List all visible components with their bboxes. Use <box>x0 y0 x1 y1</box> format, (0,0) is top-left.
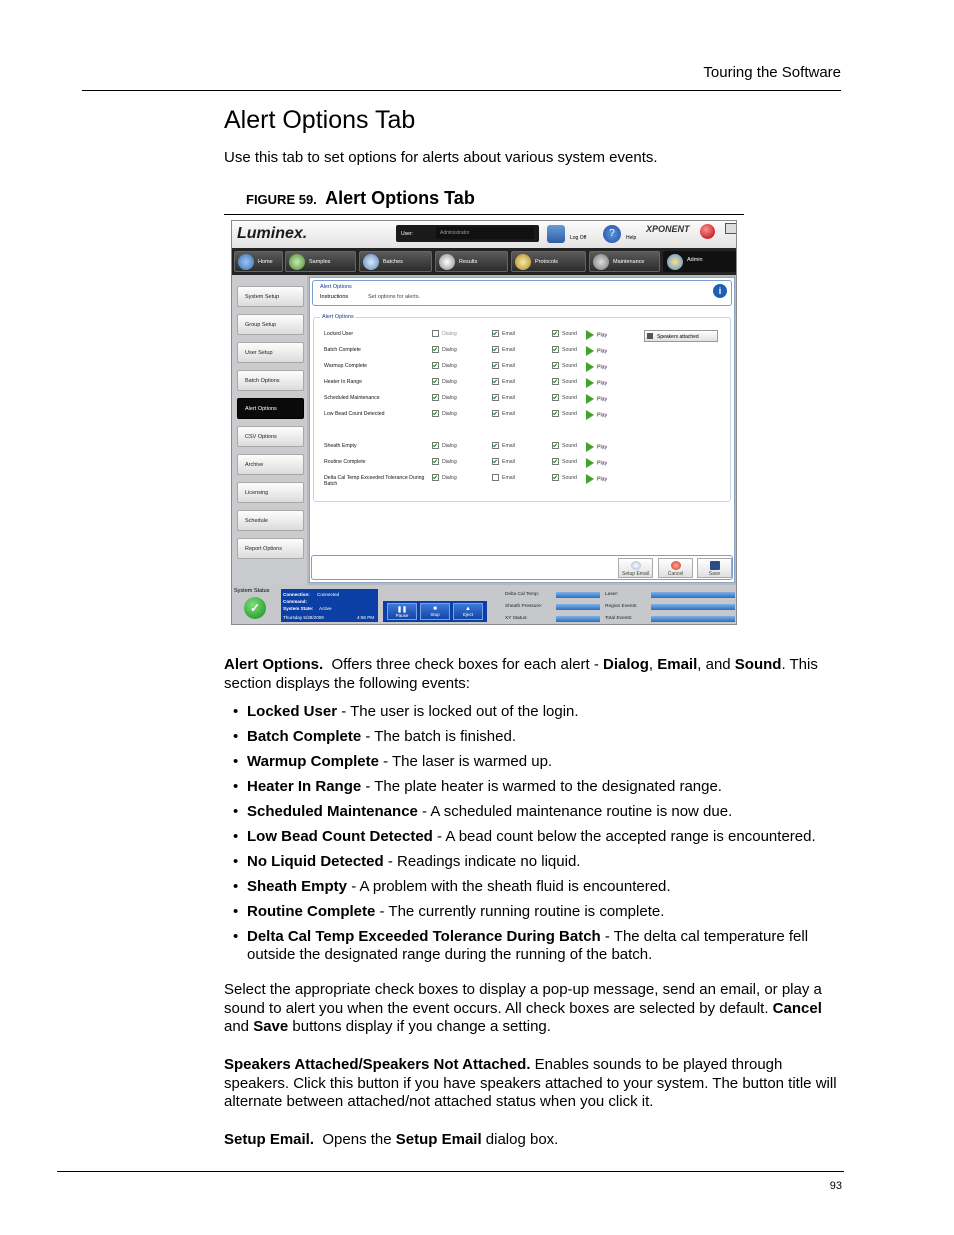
figure-rule <box>224 214 744 215</box>
instructions-text: Set options for alerts. <box>368 294 420 300</box>
sound-checkbox[interactable] <box>552 378 577 385</box>
status-time: 4:56 PM <box>357 615 375 620</box>
dialog-checkbox[interactable] <box>432 442 457 449</box>
alert-options-panel <box>309 277 735 583</box>
main-nav <box>232 248 737 275</box>
list-item <box>233 803 843 821</box>
list-item-desc: - The user is locked out of the login. <box>337 703 579 720</box>
event-name: Heater In Range <box>324 379 363 385</box>
stop-icon: ■ <box>433 606 437 612</box>
sound-label: Sound <box>562 378 578 385</box>
sidebar-item-batch-options[interactable]: Batch Options <box>237 370 304 391</box>
status-ok-icon[interactable]: ✓ <box>244 597 266 619</box>
sidebar-item-report-options[interactable]: Report Options <box>237 538 304 559</box>
email-checkbox[interactable] <box>492 394 515 401</box>
play-button[interactable] <box>586 346 607 356</box>
email-label: Email <box>502 330 515 337</box>
help-label[interactable]: Help <box>626 235 637 241</box>
dialog-label: Dialog <box>442 442 457 449</box>
checkbox-box <box>552 394 559 401</box>
list-item-term: Warmup Complete <box>247 753 379 770</box>
checkbox-box <box>492 474 499 481</box>
status-date: Thursday 5/28/2009 <box>283 615 324 620</box>
email-label: Email <box>502 378 515 385</box>
play-icon <box>586 362 594 372</box>
run-controls <box>383 601 487 622</box>
checkbox-box <box>432 378 439 385</box>
email-checkbox[interactable] <box>492 346 515 353</box>
admin-icon <box>667 254 683 270</box>
speakers-paragraph: Speakers Attached/Speakers Not Attached. Enables sounds to be played through speakers. Click this button if you have speakers attached to your system. The button title will alternate between attached/not attached status when you click it. <box>224 1056 837 1110</box>
tab-maintenance[interactable]: Maintenance <box>589 251 660 272</box>
checkbox-box <box>492 394 499 401</box>
pause-button[interactable]: ❚❚ Pause <box>387 603 417 620</box>
list-item <box>233 778 843 796</box>
user-box <box>396 225 539 242</box>
sound-checkbox[interactable] <box>552 410 577 417</box>
checkbox-box <box>552 346 559 353</box>
email-label: Email <box>502 346 515 353</box>
sidebar-item-licensing[interactable]: Licensing <box>237 482 304 503</box>
play-button[interactable] <box>586 362 607 372</box>
play-button[interactable] <box>586 394 607 404</box>
play-label: Play <box>597 348 608 355</box>
event-name: Locked User <box>324 331 354 337</box>
tab-protocols[interactable]: Protocols <box>511 251 586 272</box>
laser-meter <box>651 592 735 598</box>
sound-checkbox[interactable] <box>552 330 577 337</box>
dialog-checkbox[interactable] <box>432 362 457 369</box>
play-label: Play <box>597 412 608 419</box>
list-item-desc: - The batch is finished. <box>361 728 516 745</box>
email-checkbox[interactable] <box>492 458 515 465</box>
region-events-label: Region Events: <box>605 604 638 609</box>
setup-email-button[interactable]: Setup Email <box>618 558 653 578</box>
list-item-desc: - A scheduled maintenance routine is now due. <box>417 803 733 820</box>
xy-status-label: XY Status: <box>505 616 528 621</box>
dialog-label: Dialog <box>442 410 457 417</box>
app-topbar <box>232 221 737 248</box>
sheath-pressure-meter <box>556 604 600 610</box>
dialog-label: Dialog <box>442 362 457 369</box>
sidebar-item-csv-options[interactable]: CSV Options <box>237 426 304 447</box>
select-paragraph: Select the appropriate check boxes to display a pop-up message, send an email, or play a sound to alert you when the event occurs. All check boxes are selected by default. Cancel and Save buttons display if you change a setting. <box>224 981 822 1035</box>
event-name: Batch Complete <box>324 347 361 353</box>
checkbox-box <box>432 394 439 401</box>
sound-checkbox[interactable] <box>552 362 577 369</box>
checkbox-box <box>552 378 559 385</box>
checkbox-box <box>432 458 439 465</box>
checkbox-box <box>492 378 499 385</box>
eject-icon: ▲ <box>465 606 471 612</box>
dialog-label: Dialog <box>442 394 457 401</box>
delta-cal-temp-meter <box>556 592 600 598</box>
checkbox-box <box>552 362 559 369</box>
play-icon <box>586 442 594 452</box>
results-icon <box>439 254 455 270</box>
dialog-label: Dialog <box>442 458 457 465</box>
laser-label: Laser: <box>605 592 619 597</box>
sheath-pressure-label: Sheath Pressure: <box>505 604 543 609</box>
command-label: Command: <box>283 599 307 604</box>
play-icon <box>586 474 594 484</box>
sound-label: Sound <box>562 458 578 465</box>
sidebar-item-schedule[interactable]: Schedule <box>237 510 304 531</box>
setup-email-paragraph: Setup Email. Opens the Setup Email dialog box. <box>224 1131 559 1148</box>
intro-text: Use this tab to set options for alerts about various system events. <box>224 149 658 166</box>
user-value: Administrator <box>436 227 534 239</box>
list-item-term: Low Bead Count Detected <box>247 828 433 845</box>
event-name: Sheath Empty <box>324 443 357 449</box>
dialog-label: Dialog <box>442 346 457 353</box>
list-item <box>233 753 843 771</box>
play-label: Play <box>597 380 608 387</box>
admin-sidebar <box>232 275 307 585</box>
checkbox-box <box>432 442 439 449</box>
event-name: Warmup Complete <box>324 363 368 369</box>
alert-options-group <box>313 314 731 502</box>
list-item <box>233 878 843 896</box>
email-label: Email <box>502 458 515 465</box>
checkbox-box <box>492 458 499 465</box>
stop-button[interactable]: ■ Stop <box>420 603 450 620</box>
tab-batches[interactable]: Batches <box>359 251 432 272</box>
list-item <box>233 903 843 921</box>
play-icon <box>586 458 594 468</box>
email-icon <box>631 561 641 570</box>
sound-label: Sound <box>562 330 578 337</box>
pause-icon: ❚❚ <box>396 607 408 613</box>
sound-label: Sound <box>562 362 578 369</box>
instructions-label: Instructions <box>320 294 349 300</box>
checkbox-box <box>492 346 499 353</box>
play-label: Play <box>597 364 608 371</box>
sound-label: Sound <box>562 346 578 353</box>
list-item-term: Scheduled Maintenance <box>247 803 418 820</box>
dialog-checkbox[interactable] <box>432 474 457 481</box>
dialog-checkbox[interactable] <box>432 346 457 353</box>
action-bar <box>311 555 733 580</box>
dialog-label: Dialog <box>442 378 457 385</box>
play-label: Play <box>597 396 608 403</box>
dialog-checkbox[interactable] <box>432 378 457 385</box>
email-checkbox[interactable] <box>492 442 515 449</box>
checkbox-box <box>552 458 559 465</box>
sound-checkbox[interactable] <box>552 394 577 401</box>
status-bar <box>232 585 737 625</box>
delta-cal-temp-label: Delta Cal Temp: <box>505 592 540 597</box>
dialog-checkbox[interactable] <box>432 410 457 417</box>
email-checkbox[interactable] <box>492 378 515 385</box>
play-label: Play <box>597 476 608 483</box>
play-button[interactable] <box>586 378 607 388</box>
samples-icon <box>289 254 305 270</box>
play-icon <box>586 394 594 404</box>
event-name: Delta Cal Temp Exceeded Tolerance During Batch <box>324 475 425 487</box>
checkbox-box <box>492 442 499 449</box>
email-label: Email <box>502 362 515 369</box>
email-checkbox[interactable] <box>492 474 515 481</box>
email-label: Email <box>502 394 515 401</box>
list-item-term: No Liquid Detected <box>247 853 384 870</box>
checkbox-box <box>432 330 439 337</box>
logoff-label[interactable]: Log Off <box>570 235 587 241</box>
play-icon <box>586 410 594 420</box>
brand-dot-icon <box>700 224 715 239</box>
state-value: Active <box>319 606 332 611</box>
eject-button[interactable]: ▲ Eject <box>453 603 483 620</box>
checkbox-box <box>432 410 439 417</box>
help-icon[interactable]: ? <box>603 225 621 243</box>
group-legend: Alert Options <box>322 314 354 320</box>
page-number: 93 <box>829 1180 842 1192</box>
list-item-term: Heater In Range <box>247 778 362 795</box>
play-icon <box>586 346 594 356</box>
running-header: Touring the Software <box>703 64 841 81</box>
info-icon[interactable]: i <box>713 284 727 298</box>
list-item-desc: - Readings indicate no liquid. <box>383 853 581 870</box>
cancel-icon <box>671 561 681 570</box>
total-events-label: Total Events: <box>605 616 633 621</box>
instructions-box <box>312 280 732 306</box>
list-item <box>233 828 843 846</box>
checkbox-box <box>552 442 559 449</box>
list-item-term: Locked User <box>247 703 338 720</box>
home-icon <box>238 254 254 270</box>
tab-admin[interactable]: Admin <box>663 251 736 272</box>
dialog-label: Dialog <box>442 474 457 481</box>
play-icon <box>586 378 594 388</box>
screenshot <box>231 220 737 625</box>
list-item <box>233 853 843 871</box>
figure-title: Alert Options Tab <box>325 188 475 208</box>
checkbox-box <box>552 474 559 481</box>
sound-label: Sound <box>562 442 578 449</box>
list-item <box>233 928 843 964</box>
connection-panel <box>281 589 378 622</box>
header-rule <box>82 90 841 91</box>
list-item-term: Delta Cal Temp Exceeded Tolerance During Batch <box>247 928 601 945</box>
maintenance-icon <box>593 254 609 270</box>
system-status-label: System Status <box>234 588 270 594</box>
checkbox-box <box>552 410 559 417</box>
email-label: Email <box>502 410 515 417</box>
tab-samples[interactable]: Samples <box>285 251 356 272</box>
play-button[interactable] <box>586 474 607 484</box>
list-item-term: Routine Complete <box>247 903 376 920</box>
dialog-label: Dialog <box>442 330 457 337</box>
alert-options-paragraph: Alert Options. Offers three check boxes for each alert - Dialog, Email, and Sound. This section displays the following events: <box>224 656 818 692</box>
email-checkbox[interactable] <box>492 362 515 369</box>
list-item <box>233 703 843 721</box>
sidebar-item-archive[interactable]: Archive <box>237 454 304 475</box>
checkbox-box <box>432 346 439 353</box>
sound-label: Sound <box>562 410 578 417</box>
dialog-checkbox[interactable] <box>432 330 457 337</box>
cancel-button[interactable]: Cancel <box>658 558 693 578</box>
figure-caption <box>246 188 475 209</box>
tab-results[interactable]: Results <box>435 251 508 272</box>
email-label: Email <box>502 474 515 481</box>
minimize-icon[interactable] <box>725 223 737 234</box>
checkbox-box <box>492 330 499 337</box>
sound-label: Sound <box>562 474 578 481</box>
list-item-desc: - A problem with the sheath fluid is encountered. <box>347 878 671 895</box>
sound-label: Sound <box>562 394 578 401</box>
batches-icon <box>363 254 379 270</box>
sound-checkbox[interactable] <box>552 346 577 353</box>
luminex-logo: Luminex. <box>237 225 308 242</box>
tab-home[interactable]: Home <box>234 251 283 272</box>
play-button[interactable] <box>586 458 607 468</box>
checkbox-box <box>552 330 559 337</box>
protocols-icon <box>515 254 531 270</box>
sound-checkbox[interactable] <box>552 474 577 481</box>
list-item-desc: - The plate heater is warmed to the designated range. <box>361 778 722 795</box>
sidebar-item-alert-options[interactable]: Alert Options <box>237 398 304 419</box>
sound-checkbox[interactable] <box>552 458 577 465</box>
play-icon <box>586 330 594 340</box>
speaker-icon <box>647 333 653 339</box>
region-events-meter <box>651 604 735 610</box>
speakers-button[interactable]: Speakers attached <box>644 330 718 342</box>
list-item-desc: - The delta cal temperature fell outside the designated range during the running of the batch. <box>247 928 809 963</box>
sidebar-item-user-setup[interactable]: User Setup <box>237 342 304 363</box>
list-item-desc: - The laser is warmed up. <box>378 753 553 770</box>
checkbox-box <box>492 362 499 369</box>
dialog-checkbox[interactable] <box>432 458 457 465</box>
xy-status-meter <box>556 616 600 622</box>
checkbox-box <box>432 474 439 481</box>
event-bullet-list <box>233 703 843 971</box>
email-label: Email <box>502 442 515 449</box>
play-button[interactable] <box>586 410 607 420</box>
sidebar-item-system-setup[interactable]: System Setup <box>237 286 304 307</box>
connection-value: Connected <box>317 592 340 597</box>
dialog-checkbox[interactable] <box>432 394 457 401</box>
page-title: Alert Options Tab <box>224 106 416 134</box>
list-item-term: Sheath Empty <box>247 878 348 895</box>
play-label: Play <box>597 444 608 451</box>
footer-rule <box>57 1171 844 1172</box>
email-checkbox[interactable] <box>492 410 515 417</box>
figure-number: FIGURE 59. <box>246 192 317 207</box>
checkbox-box <box>492 410 499 417</box>
email-checkbox[interactable] <box>492 330 515 337</box>
play-button[interactable] <box>586 330 607 340</box>
event-name: Routine Complete <box>324 459 366 465</box>
event-name: Scheduled Maintenance <box>324 395 380 401</box>
connection-label: Connection: <box>283 592 310 597</box>
save-button[interactable]: Save <box>697 558 732 578</box>
state-label: System State: <box>283 606 314 611</box>
list-item-term: Batch Complete <box>247 728 362 745</box>
checkbox-box <box>432 362 439 369</box>
save-icon <box>710 561 720 570</box>
total-events-meter <box>651 616 735 622</box>
xponent-logo: XPONENT <box>646 224 690 234</box>
list-item-desc: - The currently running routine is complete. <box>375 903 665 920</box>
list-item <box>233 728 843 746</box>
sound-checkbox[interactable] <box>552 442 577 449</box>
play-label: Play <box>597 460 608 467</box>
play-label: Play <box>597 332 608 339</box>
user-label: User: <box>401 231 413 237</box>
event-name: Low Bead Count Detected <box>324 411 385 417</box>
list-item-desc: - A bead count below the accepted range is encountered. <box>432 828 816 845</box>
instructions-title: Alert Options <box>320 284 352 290</box>
logoff-icon[interactable] <box>547 225 565 243</box>
play-button[interactable] <box>586 442 607 452</box>
sidebar-item-group-setup[interactable]: Group Setup <box>237 314 304 335</box>
